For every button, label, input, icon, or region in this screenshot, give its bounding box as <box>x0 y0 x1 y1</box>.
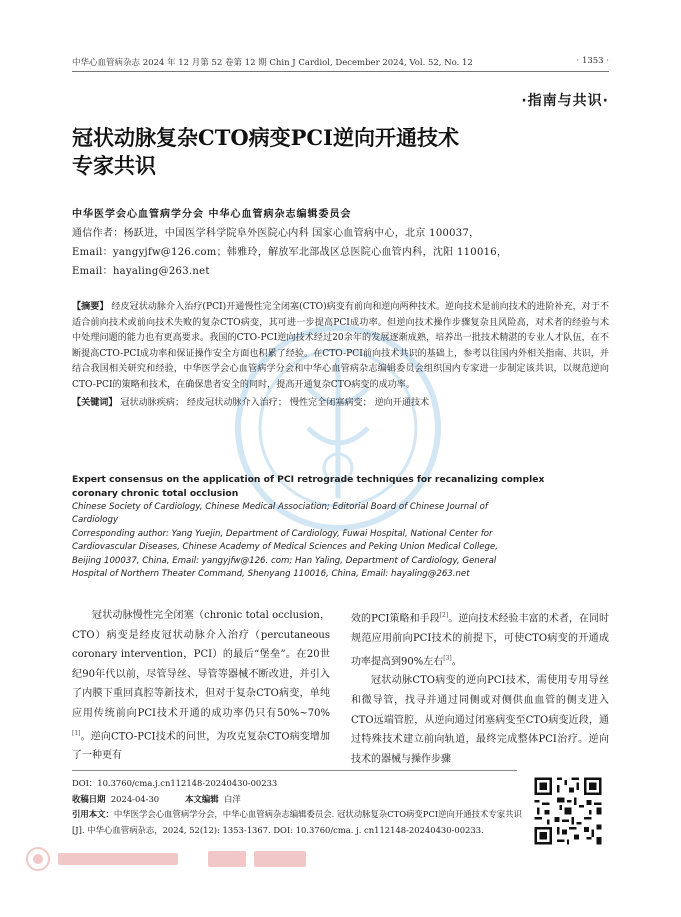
footer-divider <box>72 770 517 771</box>
body-paragraph <box>72 606 330 766</box>
body-text: 。 <box>451 655 462 667</box>
english-corr-line-4: Hospital of Northern Theater Command, Shenyang 110016, China, Email: hayaling@263.net <box>72 569 470 580</box>
body-text: 。逆向CTO-PCI技术的问世，为攻克复杂CTO病变增加了一种更有 <box>72 730 330 762</box>
cite-label: 引用本文： <box>72 809 114 819</box>
english-corr-line-2: Cardiovascular Diseases, Chinese Academy of Medical Sciences and Peking Union Medical College, <box>72 542 498 553</box>
keywords-text: 冠状动脉疾病； 经皮冠状动脉介入治疗； 慢性完全闭塞病变； 逆向开通技术 <box>117 397 430 408</box>
english-abstract-header <box>72 473 609 581</box>
received-label: 收稿日期 <box>72 793 106 804</box>
keywords-label: 【关键词】 <box>72 396 118 408</box>
doi-line[interactable]: DOI：10.3760/cma.j.cn112148-20240430-00233 <box>72 778 278 788</box>
title-line-1: 冠状动脉复杂CTO病变PCI逆向开通技术 <box>72 125 459 150</box>
received-date: 2024-04-30 <box>110 793 160 804</box>
editor-label: 本文编辑 <box>185 793 219 804</box>
english-authors-line-2: Cardiology <box>72 515 119 526</box>
english-corr-line-1: Corresponding author: Yang Yuejin, Department of Cardiology, Fuwai Hospital, National Center for <box>72 528 493 539</box>
author-orgs: 中华医学会心血管病学分会 中华心血管病杂志编辑委员会 <box>72 209 352 220</box>
corr-line-1: 通信作者：杨跃进，中国医学科学院阜外医院心内科 国家心血管病中心，北京 100037， <box>72 228 480 239</box>
body-paragraph <box>351 606 609 671</box>
section-tag: ·指南与共识· <box>521 93 609 109</box>
citation-ref[interactable]: [2] <box>439 612 449 619</box>
body-column-right <box>351 606 609 769</box>
running-head-journal: 中华心血管病杂志 2024 年 12 月第 52 卷第 12 期 Chin J Cardiol, December 2024, Vol. 52, No. 12 <box>72 58 473 68</box>
body-paragraph: 冠状动脉CTO病变的逆向PCI技术，需使用专用导丝和微导管，找寻并通过同侧或对侧供血血管的侧支进入CTO远端管腔，从逆向通过闭塞病变至CTO病变近段，通过特殊技术建立前向轨道，最终完成整体PCI治疗。逆向技术的器械与操作步骤 <box>351 675 609 765</box>
running-head <box>72 56 609 70</box>
body-column-left <box>72 606 330 766</box>
keywords-zh <box>72 395 609 412</box>
body-text: 。逆向技术经验丰富的术者，在同时规范应用前向PCI技术的前提下，可使CTO病变的开通成功率提高到90%左右 <box>351 613 609 667</box>
body-text: 冠状动脉慢性完全闭塞（chronic total occlusion，CTO）病变是经皮冠状动脉介入治疗（percutaneous coronary intervention，PCI）的最后“堡垒”。在20世纪90年代以前，尽管导丝、导管等器械不断改进，并引入了内膜下重回真腔等新技术，但对于复杂CTO病变，单纯应用传统前向PCI技术开通的成功率仍只有50%~70% <box>72 610 330 719</box>
english-corr-line-3: Beijing 100037, China, Email: yangyjfw@126. com; Han Yaling, Department of Cardiology, General <box>72 555 497 566</box>
dates-line <box>72 792 524 808</box>
author-block <box>72 205 609 281</box>
title-line-2: 专家共识 <box>72 153 156 178</box>
abstract-text: 经皮冠状动脉介入治疗(PCI)开通慢性完全闭塞(CTO)病变有前向和逆向两种技术。逆向技术是前向技术的进阶补充，对于不适合前向技术或前向技术失败的复杂CTO病变，其可进一步提高PCI成功率。但逆向技术操作步骤复杂且风险高，对术者的经验与术中处理问题的能力也有更高要求。我国的CTO-PCI逆向技术经过20余年的发展逐渐成熟，培养出一批技术精湛的专业人才队伍，在不断提高CTO-PCI成功率和保证操作安全方面也积累了经验。在CTO-PCI前向技术共识的基础上，参考以往国内外相关指南、共识，并结合我国相关研究和经验，中华医学会心血管病学分会和中华心血管病杂志编辑委员会组织国内专家进一步制定该共识，以规范逆向CTO-PCI的策略和技术，在确保患者安全的同时，提高开通复杂CTO病变的成功率。 <box>72 302 609 390</box>
citation-ref[interactable]: [3] <box>443 654 452 662</box>
citation-line <box>72 807 524 838</box>
header-divider <box>72 71 609 72</box>
abstract-label: 【摘要】 <box>72 301 109 312</box>
qr-code-icon[interactable] <box>532 775 604 847</box>
english-authors-line-1: Chinese Society of Cardiology, Chinese Medical Association; Editorial Board of Chinese Journal of <box>72 502 488 512</box>
corr-line-3: Email：hayaling@263.net <box>72 266 210 277</box>
body-text: 效的PCI策略和手段 <box>351 613 440 625</box>
publisher-logo-icon <box>24 845 364 873</box>
page-number: · 1353 · <box>576 56 609 66</box>
cite-text: 中华医学会心血管病学分会，中华心血管病杂志编辑委员会. 冠状动脉复杂CTO病变PCI逆向开通技术专家共识[J]. 中华心血管病杂志，2024, 52(12): 1353-1367. DOI: 10.3760/cma. j. cn112148-20240430-00233. <box>72 809 522 835</box>
abstract-zh <box>72 299 609 411</box>
english-title-line-2: coronary chronic total occlusion <box>72 488 239 499</box>
english-title-line-1: Expert consensus on the application of PCI retrograde techniques for recanalizing complex <box>72 474 545 485</box>
abstract-zh-paragraph <box>72 299 609 394</box>
editor-name: 白洋 <box>223 793 241 804</box>
corr-line-2: Email：yangyjfw@126.com；韩雅玲，解放军北部战区总医院心血管内科，沈阳 110016， <box>72 247 508 258</box>
footer-info <box>72 776 524 838</box>
citation-ref[interactable]: [1] <box>72 729 81 737</box>
page-title <box>72 124 552 180</box>
